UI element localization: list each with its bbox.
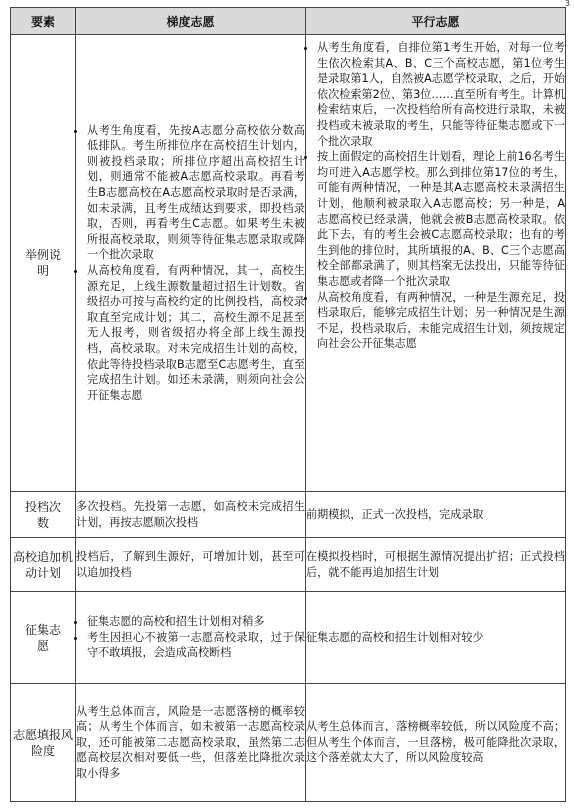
parallel-submission-count: 前期模拟，正式一次投档，完成录取 xyxy=(306,492,566,538)
gradient-solicitation xyxy=(76,592,306,684)
gradient-additional-plan: 投档后，了解到生源好，可增加计划，甚至可以追加投档 xyxy=(76,538,306,592)
page-number: 3 xyxy=(564,0,570,8)
gradient-solicitation-list xyxy=(76,614,305,661)
row-example xyxy=(11,35,566,492)
row-solicitation xyxy=(11,592,566,684)
list-item: • 从高校角度看，有两种情况，一种是生源充足，投档录取后，能够完成招生计划；另一种情况是生源不足，投档录取后，未能完成招生计划，须按规定向社会公开征集志愿 xyxy=(317,290,565,352)
gradient-risk: 从考生总体而言，风险是一志愿落榜的概率较高；从考生个体而言，如未被第一志愿高校录取，还可能被第二志愿高校录取，虽然第二志愿高校层次相对要低一些，但落差比降批次录取小得多 xyxy=(76,684,306,802)
row-risk xyxy=(11,684,566,802)
list-item: • 按上面假定的高校招生计划看，理论上前16名考生均可进入A志愿学校。那么到排位第17位的考生，可能有两种情况，一种是其A志愿高校未录满招生计划，他顺利被录取入A志愿高校；另一种是，A志愿高校已经录满，他就会被B志愿高校录取。依此下去，有的考生会被C志愿高校录取；也有的考生到他的排位时，其所填报的A、B、C三个志愿高校全部都录满了，则其档案无法投出，只能等待征集志愿或者降一个批次录取 xyxy=(317,149,565,289)
parallel-risk: 从考生总体而言，落榜概率较低，所以风险度不高；但从考生个体而言，一旦落榜，极可能降批次录取，这个落差就太大了，所以风险度较高 xyxy=(306,684,566,802)
header-factor: 要素 xyxy=(11,8,76,35)
row-label-example: 举例说明 xyxy=(11,35,76,492)
row-label-risk: 志愿填报风险度 xyxy=(11,684,76,802)
parallel-solicitation: 征集志愿的高校和招生计划相对较少 xyxy=(306,592,566,684)
gradient-submission-count: 多次投档。先投第一志愿，如高校未完成招生计划，再按志愿顺次投档 xyxy=(76,492,306,538)
list-item: • 从考生角度看，自排位第1考生开始，对每一位考生依次检索其A、B、C三个高校志愿，第1位考生是录取第1人，自然被A志愿学校录取，之后，开始依次检索第2位、第3位……直至所有考生。计算机检索结束后，一次投档给所有高校进行录取，未被投档或未被录取的考生，只能等待征集志愿或下一个批次录取 xyxy=(317,40,565,149)
list-item: • 征集志愿的高校和招生计划相对稍多 xyxy=(87,614,305,630)
list-item: • 从高校角度看，有两种情况，其一，高校生源充足，上线生源数量超过招生计划数。省级招办可按与高校约定的比例投档，高校录取直至完成计划；其二，高校生源不足甚至无人报考，则省级招办将全部上线生源投档，高校录取。对未完成招生计划的高校，依此等待投档录取B志愿至C志愿考生，直至完成招生计划。如还未录满，则须向社会公开征集志愿 xyxy=(87,263,305,403)
row-label-submission-count: 投档次数 xyxy=(11,492,76,538)
row-submission-count xyxy=(11,492,566,538)
header-gradient: 梯度志愿 xyxy=(76,8,306,35)
row-label-additional-plan: 高校追加机动计划 xyxy=(11,538,76,592)
row-label-solicitation: 征集志愿 xyxy=(11,592,76,684)
list-item: • 考生因担心不被第一志愿高校录取，过于保守不敢填报，会造成高校断档 xyxy=(87,630,305,661)
list-item: • 从考生角度看，先按A志愿分高校依分数高低排队。考生所排位序在高校招生计划内，则被投档录取；所排位序超出高校招生计划，则通常不能被A志愿高校录取。再看考生B志愿高校在A志愿高校录取时是否录满，如未录满，且考生成绩达到要求，即投档录取，否则，再看考生C志愿。如果考生未被所报高校录取，则须等待征集志愿录取或降一个批次录取 xyxy=(87,123,305,263)
header-parallel: 平行志愿 xyxy=(306,8,566,35)
header-row xyxy=(11,8,566,35)
gradient-example-list xyxy=(76,123,305,404)
gradient-example xyxy=(76,35,306,492)
parallel-additional-plan: 在模拟投档时，可根据生源情况提出扩招；正式投档后，就不能再追加招生计划 xyxy=(306,538,566,592)
comparison-table xyxy=(10,7,566,802)
row-additional-plan xyxy=(11,538,566,592)
parallel-example xyxy=(306,35,566,492)
parallel-example-list xyxy=(306,40,565,352)
